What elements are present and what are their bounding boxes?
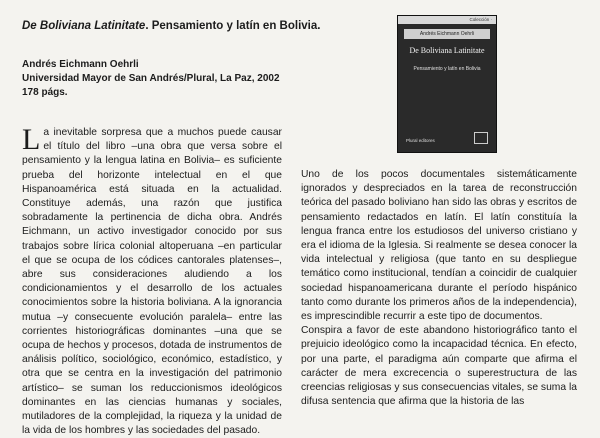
book-author: Andrés Eichmann Oehrli [22, 59, 139, 70]
book-cover-image [397, 15, 497, 153]
article-title [22, 20, 382, 32]
publisher-logo-icon [474, 132, 488, 144]
book-pages: 178 págs. [22, 87, 68, 98]
drop-cap: L [22, 123, 41, 156]
left-column [22, 123, 282, 438]
cover-author: Andrés Eichmann Oehrli [404, 29, 490, 39]
cover-top-band [398, 16, 496, 24]
book-publisher: Universidad Mayor de San Andrés/Plural, La Paz, 2002 [22, 73, 280, 84]
title-rest: . Pensamiento y latín en Bolivia. [145, 20, 321, 32]
book-title: De Boliviana Latinitate [22, 20, 146, 32]
cover-series: Colección · [469, 17, 492, 22]
left-column-text: a inevitable sorpresa que a muchos puede causar el título del libro –una obra que versa sobre el pensamiento y la lengua latina en Bolivia– es suficiente prueba del horizonte intelectual en el que Hispanoamérica está situada en la actualidad. Constituye además, una razón que justifica sobradamente la pertinencia de dicha obra. Andrés Eichmann, un activo investigador conocido por sus trabajos sobre lírica colonial altoperuana –en particular el que se ocupa de los códices cantorales platenses–, abre sus consideraciones aludiendo a los condicionamientos y el desarrollo de los actuales conocimientos sobre la historia boliviana. A la ignorancia mutua –y consecuente evolución paralela– entre las corrientes historiográficas dominantes –una que se ocupa de hechos y procesos, dotada de instrumentos de análisis político, sociológico, económico, estadístico, y otra que se centra en la investigación del patrimonio artístico– se suman los reduccionismos ideológicos dominantes en las ciencias humanas y sociales, mutiladores de la complejidad, la riqueza y la unidad de la vida de los hombres y las sociedades del pasado. [22, 127, 282, 437]
cover-publisher: Plural editores [406, 138, 435, 143]
right-paragraph-2: Conspira a favor de este abandono historiográfico tanto el prejuicio ideológico como la incapacidad técnica. En efecto, por una parte, el paradigma aún comparte que afirma el carácter de mera excrecencia o superestructura de las creencias religiosas y sus consecuencias vitales, se suma la difusa sentencia que afirma que la historia de las [301, 325, 577, 408]
book-metadata [22, 58, 382, 100]
right-column [301, 168, 577, 409]
cover-title: De Boliviana Latinitate [409, 46, 485, 55]
cover-subtitle: Pensamiento y latín en Bolivia [413, 66, 481, 72]
right-paragraph-1: Uno de los pocos documentales sistemáticamente ignorados y despreciados en la tarea de reconstrucción teórica del pasado boliviano han sido las obras y escritos de pensamiento redactados en latín. El latín constituía la lengua franca entre los estudiosos del universo cristiano y era el idioma de la Iglesia. Si realmente se desea conocer la vida intelectual y religiosa (que tanto en su despliegue temático como institucional, tendían a coincidir de cualquier sociedad hispanoamericana durante el período hispánico tanto como durante los primeros años de la independencia), es imprescindible recurrir a este tipo de documentos. [301, 169, 577, 323]
